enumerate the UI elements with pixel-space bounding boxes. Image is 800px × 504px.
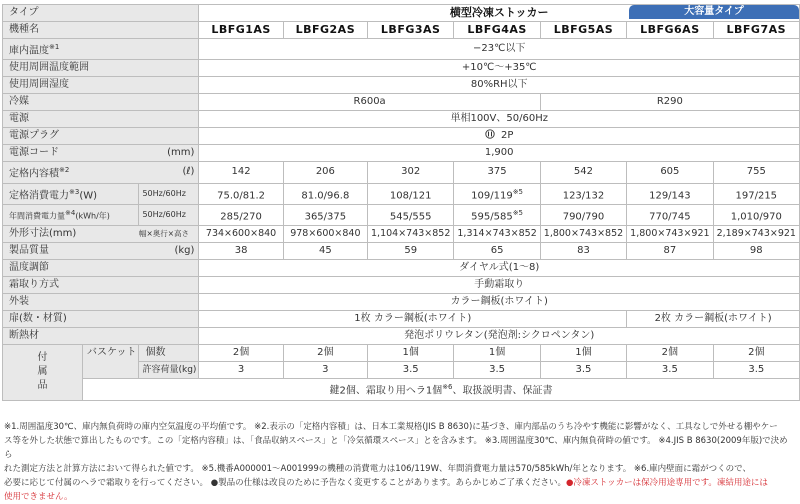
label-basket-load <box>139 362 199 379</box>
row-refrigerant <box>3 94 800 111</box>
value-ambient-range: +10℃〜+35℃ <box>199 60 800 77</box>
label-refrigerant: 冷媒 <box>3 94 199 111</box>
label-basket: バスケット <box>82 345 139 379</box>
value-dims: 2,189×743×921 <box>713 226 799 243</box>
value-mass: 65 <box>454 243 540 260</box>
footnote-mark: ※1 <box>49 43 60 51</box>
value-annual-power <box>540 204 626 225</box>
value-text: 770/745 <box>649 211 691 223</box>
footnote-mark: ※3 <box>69 187 80 196</box>
value-accessories <box>82 379 799 400</box>
label-capacity <box>3 162 139 183</box>
row-ambient-humidity <box>3 77 800 94</box>
spec-table <box>2 4 800 401</box>
label-temp-control: 温度調節 <box>3 260 199 277</box>
value-dims: 1,314×743×852 <box>454 226 540 243</box>
value-annual-power <box>713 204 799 225</box>
label-dims: 外形寸法(mm) <box>3 226 139 243</box>
value-annual-power <box>283 204 367 225</box>
value-power: 単相100V、50/60Hz <box>199 111 800 128</box>
value-basket-count: 1個 <box>454 345 540 362</box>
label-annual-power-hz: 50Hz/60Hz <box>139 204 199 225</box>
label-plug: 電源プラグ <box>3 128 199 145</box>
model-name: LBFG2AS <box>283 22 367 39</box>
model-name: LBFG5AS <box>540 22 626 39</box>
value-text: 595/585 <box>471 211 513 223</box>
label-basket-load-unit: (kg) <box>178 365 197 376</box>
label-accessories-text: 付属品 <box>37 352 48 392</box>
table-title <box>199 5 800 22</box>
value-exterior: カラー鋼板(ホワイト) <box>199 294 800 311</box>
label-type: タイプ <box>3 5 199 22</box>
row-mass <box>3 243 800 260</box>
label-rated-power-text: 定格消費電力 <box>9 189 69 201</box>
row-basket-count <box>3 345 800 362</box>
label-mass: 製品質量 <box>3 243 139 260</box>
model-name: LBFG7AS <box>713 22 799 39</box>
label-dims-sub: 幅×奥行×高さ <box>139 226 199 243</box>
row-ambient-range <box>3 60 800 77</box>
value-rated-power <box>627 183 713 204</box>
row-door <box>3 311 800 328</box>
value-mass: 83 <box>540 243 626 260</box>
label-annual-power-unit: (kWh/年) <box>75 211 110 221</box>
value-basket-count: 2個 <box>199 345 283 362</box>
value-capacity: 605 <box>627 162 713 183</box>
label-defrost: 霜取り方式 <box>3 277 199 294</box>
model-name: LBFG4AS <box>454 22 540 39</box>
value-basket-count: 2個 <box>713 345 799 362</box>
label-rated-power-hz: 50Hz/60Hz <box>139 183 199 204</box>
label-ambient-range: 使用周囲温度範囲 <box>3 60 199 77</box>
value-plug <box>199 128 800 145</box>
row-annual-power <box>3 204 800 225</box>
value-rated-power <box>199 183 283 204</box>
unit-cord: (mm) <box>139 145 199 162</box>
value-refrigerant-a: R600a <box>199 94 540 111</box>
footnote-text: 必要に応じて付属のヘラで霜取りを行ってください。 ●製品の仕様は改良のために予告なく変更することがあります。あらかじめご了承ください。 <box>4 478 566 488</box>
value-text: 197/215 <box>735 189 778 201</box>
value-text: 75.0/81.2 <box>217 189 266 201</box>
value-text: 129/143 <box>649 189 691 201</box>
label-internal-temp <box>3 39 199 60</box>
value-dims: 978×600×840 <box>283 226 367 243</box>
value-text: 108/121 <box>389 189 432 201</box>
value-annual-power <box>368 204 454 225</box>
value-dims: 1,800×743×852 <box>540 226 626 243</box>
model-name: LBFG6AS <box>627 22 713 39</box>
unit-mass: (kg) <box>139 243 199 260</box>
footnote-line <box>4 476 796 490</box>
label-accessories <box>3 345 83 400</box>
row-internal-temp <box>3 39 800 60</box>
value-text: 123/132 <box>562 189 605 201</box>
accessories-text-b: 、取扱説明書、保証書 <box>452 385 553 397</box>
value-rated-power <box>368 183 454 204</box>
value-dims: 1,104×743×852 <box>368 226 454 243</box>
value-rated-power <box>454 183 540 204</box>
value-text: 1,010/970 <box>730 211 782 223</box>
value-text: 109/119 <box>471 189 513 201</box>
value-mass: 98 <box>713 243 799 260</box>
value-defrost: 手動霜取り <box>199 277 800 294</box>
row-type <box>3 5 800 22</box>
large-capacity-badge: 大容量タイプ <box>629 5 799 19</box>
value-basket-load: 3.5 <box>540 362 626 379</box>
model-name: LBFG1AS <box>199 22 283 39</box>
value-annual-power <box>199 204 283 225</box>
value-door-b: 2枚 カラー鋼板(ホワイト) <box>627 311 800 328</box>
value-basket-load: 3.5 <box>368 362 454 379</box>
footnote-mark: ※4 <box>65 209 76 218</box>
row-insulation <box>3 328 800 345</box>
footnote-mark: ※5 <box>512 187 524 196</box>
value-mass: 45 <box>283 243 367 260</box>
row-temp-control <box>3 260 800 277</box>
row-power <box>3 111 800 128</box>
model-name: LBFG3AS <box>368 22 454 39</box>
value-basket-load: 3.5 <box>627 362 713 379</box>
warning-text: ●冷凍ストッカーは保冷用途専用です。凍結用途には <box>565 478 768 488</box>
table-title-text: 横型冷凍ストッカー <box>449 6 549 19</box>
value-basket-count: 1個 <box>368 345 454 362</box>
value-basket-count: 1個 <box>540 345 626 362</box>
value-text: 285/270 <box>220 211 262 223</box>
value-text: 790/790 <box>562 211 605 223</box>
warning-line: 使用できません。 <box>4 492 73 502</box>
row-capacity <box>3 162 800 183</box>
value-capacity: 542 <box>540 162 626 183</box>
value-door-a: 1枚 カラー鋼板(ホワイト) <box>199 311 627 328</box>
value-insulation: 発泡ポリウレタン(発泡剤:シクロペンタン) <box>199 328 800 345</box>
value-rated-power <box>540 183 626 204</box>
value-capacity: 755 <box>713 162 799 183</box>
plug-text: 2P <box>501 130 514 142</box>
value-dims: 734×600×840 <box>199 226 283 243</box>
footnote-mark: ※6 <box>442 383 453 392</box>
value-basket-load: 3.5 <box>454 362 540 379</box>
accessories-text-a: 鍵2個、霜取り用ヘラ1個 <box>329 385 443 397</box>
footnote-line: ス等を外した状態で算出したものです。この「定格内容積」は、「食品収納スペース」と「冷気循環スペース」とを含みます。 ※3.周囲温度30℃、庫内無負荷時の値です。 ※4.JIS B 8630(2009年版)で決めら <box>4 436 788 460</box>
value-cord: 1,900 <box>199 145 800 162</box>
value-capacity: 142 <box>199 162 283 183</box>
unit-capacity: (ℓ) <box>139 162 199 183</box>
value-mass: 59 <box>368 243 454 260</box>
label-ambient-humidity: 使用周囲湿度 <box>3 77 199 94</box>
value-text: 81.0/96.8 <box>301 189 350 201</box>
value-mass: 38 <box>199 243 283 260</box>
label-insulation: 断熱材 <box>3 328 199 345</box>
value-capacity: 302 <box>368 162 454 183</box>
label-annual-power-text: 年間消費電力量 <box>9 211 65 221</box>
value-basket-load: 3.5 <box>713 362 799 379</box>
label-door: 扉(数・材質) <box>3 311 199 328</box>
value-basket-count: 2個 <box>627 345 713 362</box>
label-basket-count: 個数 <box>139 345 199 362</box>
label-rated-power <box>3 183 139 204</box>
label-annual-power <box>3 204 139 225</box>
label-internal-temp-text: 庫内温度 <box>9 45 49 57</box>
value-dims: 1,800×743×921 <box>627 226 713 243</box>
footnote-line: ※1.周囲温度30℃、庫内無負荷時の庫内空気温度の平均値です。 ※2.表示の「定格内容積」は、日本工業規格(JIS B 8630)に基づき、庫内部品のうち冷やす機能に影響がなく、工具なしで外せる棚やケー <box>4 422 778 432</box>
value-internal-temp: −23℃以下 <box>199 39 800 60</box>
value-basket-count: 2個 <box>283 345 367 362</box>
value-temp-control: ダイヤル式(1〜8) <box>199 260 800 277</box>
value-basket-load: 3 <box>199 362 283 379</box>
footnote-mark: ※2 <box>59 166 70 175</box>
value-text: 545/555 <box>389 211 432 223</box>
row-exterior <box>3 294 800 311</box>
value-basket-load: 3 <box>283 362 367 379</box>
value-capacity: 375 <box>454 162 540 183</box>
row-plug <box>3 128 800 145</box>
row-cord <box>3 145 800 162</box>
value-capacity: 206 <box>283 162 367 183</box>
value-mass: 87 <box>627 243 713 260</box>
label-capacity-text: 定格内容積 <box>9 168 59 180</box>
plug-2p-icon <box>485 129 495 139</box>
value-rated-power <box>283 183 367 204</box>
footnote-mark: ※5 <box>512 208 524 217</box>
label-rated-power-unit: (W) <box>79 189 98 201</box>
label-model: 機種名 <box>3 22 199 39</box>
value-rated-power <box>713 183 799 204</box>
row-defrost <box>3 277 800 294</box>
row-rated-power <box>3 183 800 204</box>
row-dims <box>3 226 800 243</box>
footnote-line: れた測定方法と計算方法において得られた値です。 ※5.機番A000001〜A001999の機種の消費電力は106/119W、年間消費電力量は570/585kWh/年となります。 ※6.庫内壁面に霜がつくので、 <box>4 464 751 474</box>
footnotes <box>4 420 796 504</box>
row-accessories <box>3 379 800 400</box>
value-annual-power <box>454 204 540 225</box>
row-model <box>3 22 800 39</box>
label-power: 電源 <box>3 111 199 128</box>
value-annual-power <box>627 204 713 225</box>
label-cord: 電源コード <box>3 145 139 162</box>
value-text: 365/375 <box>304 211 347 223</box>
label-exterior: 外装 <box>3 294 199 311</box>
label-basket-load-text: 許容荷量 <box>142 365 179 376</box>
value-ambient-humidity: 80%RH以下 <box>199 77 800 94</box>
value-refrigerant-b: R290 <box>540 94 799 111</box>
